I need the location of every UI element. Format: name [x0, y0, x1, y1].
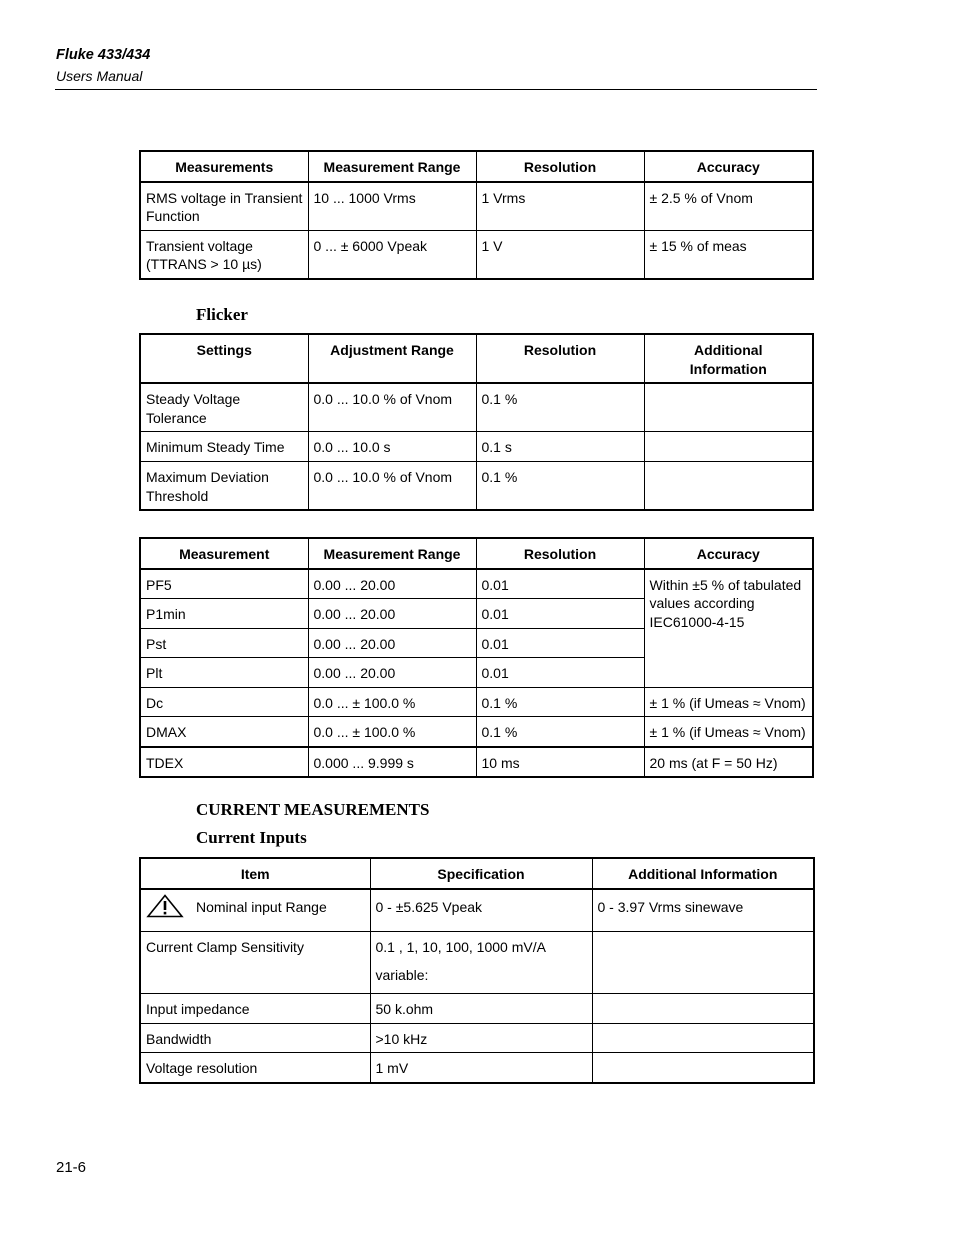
page-number: 21-6	[56, 1159, 87, 1176]
table-cell: Within ±5 % of tabulated values according IEC61000-4-15	[644, 569, 813, 688]
table-row	[140, 994, 814, 1024]
table-cell: ± 15 % of meas	[644, 230, 813, 279]
table-cell: 0.00 ... 20.00	[308, 628, 476, 658]
table-cell: 0.0 ... 10.0 s	[308, 432, 476, 462]
table-cell: 0.1 %	[476, 687, 644, 717]
table-cell: PF5	[140, 569, 308, 599]
table-cell: ± 1 % (if Umeas ≈ Vnom)	[644, 717, 813, 747]
table-cell: >10 kHz	[370, 1023, 592, 1053]
column-header: Settings	[140, 334, 308, 383]
table-cell: 0.1 %	[476, 462, 644, 511]
table-cell: 0 ... ± 6000 Vpeak	[308, 230, 476, 279]
table-row	[140, 1053, 814, 1083]
current-inputs-table	[139, 857, 815, 1084]
table-cell	[592, 1023, 814, 1053]
table-cell: DMAX	[140, 717, 308, 747]
column-header: Measurement Range	[308, 538, 476, 569]
table-cell: 0.00 ... 20.00	[308, 658, 476, 688]
table-cell: 50 k.ohm	[370, 994, 592, 1024]
table-cell: 0 - 3.97 Vrms sinewave	[592, 889, 814, 932]
table-cell	[644, 383, 813, 432]
table-cell	[644, 462, 813, 511]
column-header: Specification	[370, 858, 592, 889]
transient-table	[139, 150, 814, 280]
manual-title: Fluke 433/434	[56, 47, 151, 63]
table-row	[140, 383, 813, 432]
column-header: Additional Information	[644, 334, 813, 383]
table-row	[140, 182, 813, 231]
current-inputs-heading: Current Inputs	[196, 828, 307, 847]
column-header: Adjustment Range	[308, 334, 476, 383]
table-cell: 1 V	[476, 230, 644, 279]
table-cell: Minimum Steady Time	[140, 432, 308, 462]
table-cell: Transient voltage (TTRANS > 10 µs)	[140, 230, 308, 279]
table-row	[140, 747, 813, 778]
header-divider	[55, 89, 817, 90]
table-cell: 0 - ±5.625 Vpeak	[370, 889, 592, 932]
table-cell: Bandwidth	[140, 1023, 370, 1053]
flicker-measurement-table	[139, 537, 814, 778]
table-cell: TDEX	[140, 747, 308, 778]
column-header: Resolution	[476, 538, 644, 569]
table-cell: 1 mV	[370, 1053, 592, 1083]
column-header: Item	[140, 858, 370, 889]
table-cell: RMS voltage in Transient Function	[140, 182, 308, 231]
column-header: Measurement	[140, 538, 308, 569]
column-header: Measurement Range	[308, 151, 476, 182]
table-row	[140, 432, 813, 462]
table-cell: 1 Vrms	[476, 182, 644, 231]
table-cell	[592, 1053, 814, 1083]
table-header-row	[140, 334, 813, 383]
table-cell: 0.1 s	[476, 432, 644, 462]
table-cell: Steady Voltage Tolerance	[140, 383, 308, 432]
warning-triangle-icon	[146, 894, 184, 923]
table-cell: Plt	[140, 658, 308, 688]
table-cell	[140, 889, 370, 932]
column-header: Resolution	[476, 334, 644, 383]
table-cell: Current Clamp Sensitivity	[140, 932, 370, 994]
table-cell: ± 1 % (if Umeas ≈ Vnom)	[644, 687, 813, 717]
table-row	[140, 462, 813, 511]
table-cell: 0.0 ... 10.0 % of Vnom	[308, 383, 476, 432]
manual-subtitle: Users Manual	[56, 68, 143, 84]
table-row	[140, 230, 813, 279]
column-header: Measurements	[140, 151, 308, 182]
table-row	[140, 932, 814, 994]
table-cell: 0.00 ... 20.00	[308, 569, 476, 599]
table-cell: 0.01	[476, 628, 644, 658]
table-row	[140, 717, 813, 747]
table-row	[140, 687, 813, 717]
flicker-heading: Flicker	[196, 305, 248, 324]
table-cell: 10 ms	[476, 747, 644, 778]
table-cell: 0.1 %	[476, 383, 644, 432]
column-header: Resolution	[476, 151, 644, 182]
table-cell: 0.000 ... 9.999 s	[308, 747, 476, 778]
table-cell: Voltage resolution	[140, 1053, 370, 1083]
item-label: Nominal input Range	[196, 898, 327, 915]
table-row	[140, 889, 814, 932]
table-header-row	[140, 858, 814, 889]
table-cell: 0.01	[476, 599, 644, 629]
table-cell: 0.01	[476, 569, 644, 599]
table-cell: P1min	[140, 599, 308, 629]
table-cell: Maximum Deviation Threshold	[140, 462, 308, 511]
sensitivity-values: 0.1 , 1, 10, 100, 1000 mV/A	[375, 939, 546, 955]
table-row	[140, 1023, 814, 1053]
table-header-row	[140, 151, 813, 182]
column-header: Accuracy	[644, 538, 813, 569]
table-cell: 0.0 ... ± 100.0 %	[308, 687, 476, 717]
table-cell	[644, 432, 813, 462]
table-cell: 20 ms (at F = 50 Hz)	[644, 747, 813, 778]
column-header: Additional Information	[592, 858, 814, 889]
table-cell	[370, 932, 592, 994]
table-cell: 0.00 ... 20.00	[308, 599, 476, 629]
table-cell: ± 2.5 % of Vnom	[644, 182, 813, 231]
table-cell: 10 ... 1000 Vrms	[308, 182, 476, 231]
table-cell: Pst	[140, 628, 308, 658]
flicker-settings-table	[139, 333, 814, 511]
table-cell: 0.0 ... 10.0 % of Vnom	[308, 462, 476, 511]
current-measurements-heading: CURRENT MEASUREMENTS	[196, 800, 430, 819]
sensitivity-variable: variable:	[375, 967, 429, 983]
table-cell: 0.0 ... ± 100.0 %	[308, 717, 476, 747]
table-row	[140, 569, 813, 599]
table-cell: Dc	[140, 687, 308, 717]
table-cell: 0.1 %	[476, 717, 644, 747]
table-cell	[592, 932, 814, 994]
table-header-row	[140, 538, 813, 569]
column-header: Accuracy	[644, 151, 813, 182]
table-cell	[592, 994, 814, 1024]
table-cell: Input impedance	[140, 994, 370, 1024]
table-cell: 0.01	[476, 658, 644, 688]
